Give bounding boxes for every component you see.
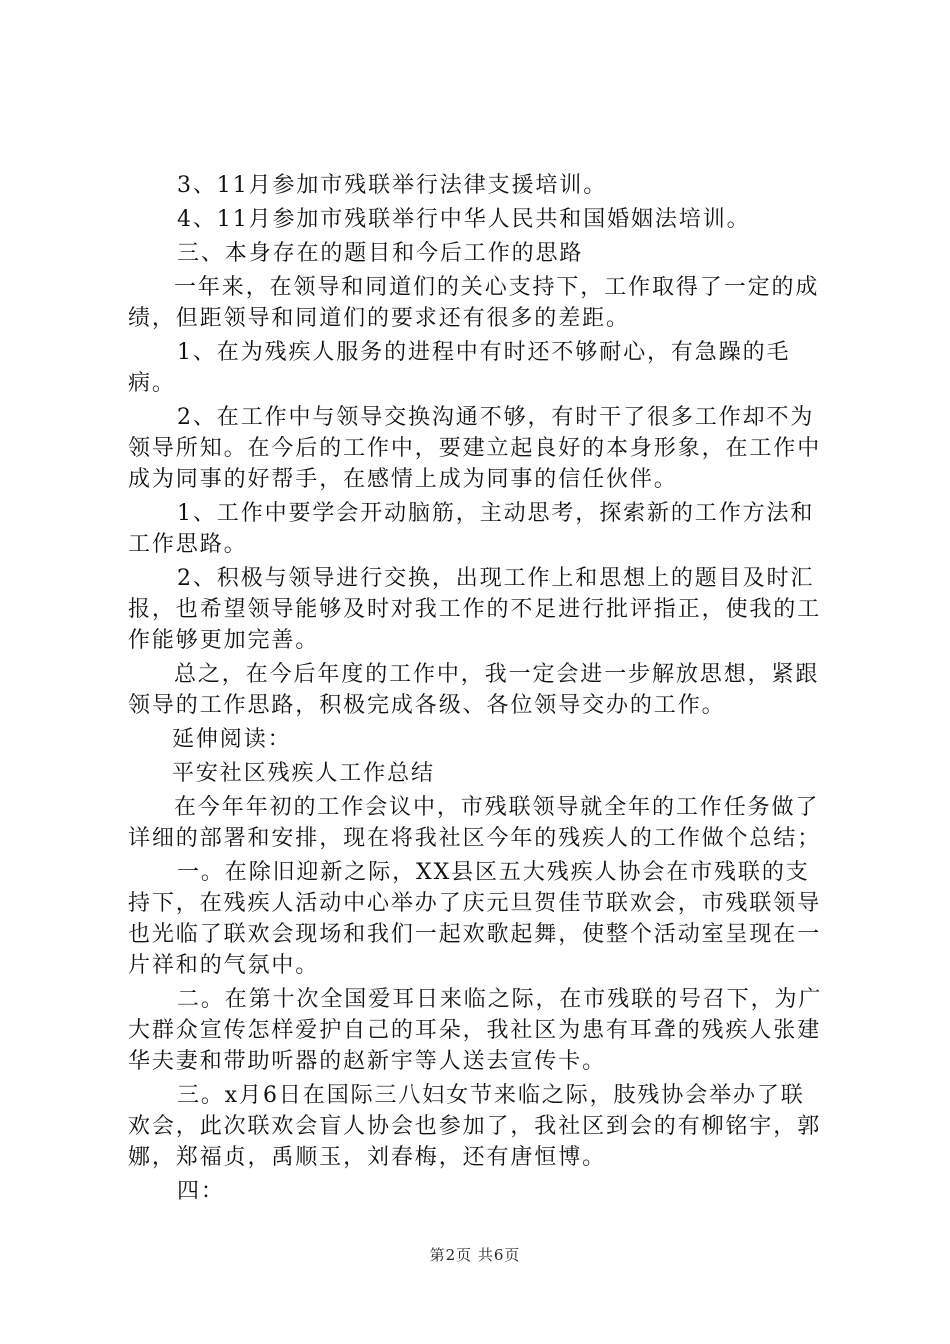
paragraph-event-1: 一。在除旧迎新之际，XX县区五大残疾人协会在市残联的支持下，在残疾人活动中心举办了庆元旦贺佳节联欢会，市残联领导也光临了联欢会现场和我们一起欢歌起舞，使整个活动室呈现在一片祥和的气氛中。 [128, 860, 822, 978]
paragraph-problem-1: 1、在为残疾人服务的进程中有时还不够耐心，有急躁的毛病。 [128, 340, 791, 396]
paragraph-plan-1: 1、工作中要学会开动脑筋，主动思考，探索新的工作方法和工作思路。 [128, 501, 815, 557]
paragraph-plan-2: 2、积极与领导进行交换，出现工作上和思想上的题目及时汇报，也希望领导能够及时对我工作的不足进行批评指正，使我的工作能够更加完善。 [128, 566, 822, 653]
paragraph-problem-2: 2、在工作中与领导交换沟通不够，有时干了很多工作却不为领导所知。在今后的工作中，要建立起良好的本身形象，在工作中成为同事的好帮手，在感情上成为同事的信任伙伴。 [128, 405, 822, 492]
page-number-footer: 第2页 共6页 [429, 1246, 521, 1264]
section-heading-problems: 三、本身存在的题目和今后工作的思路 [177, 241, 584, 266]
paragraph-intro: 在今年年初的工作会议中，市残联领导就全年的工作任务做了详细的部署和安排，现在将我社区今年的残疾人的工作做个总结； [128, 795, 822, 851]
paragraph-event-2: 二。在第十次全国爱耳日来临之际，在市残联的号召下，为广大群众宣传怎样爱护自己的耳朵，我社区为患有耳聋的残疾人张建华夫妻和带助听器的赵新宇等人送去宣传卡。 [128, 987, 823, 1074]
paragraph-item-3: 3、11月参加市残联举行法律支援培训。 [177, 173, 608, 198]
paragraph-event-4: 四： [177, 1179, 225, 1204]
paragraph-item-4: 4、11月参加市残联举行中华人民共和国婚姻法培训。 [177, 207, 751, 232]
extended-reading-label: 延伸阅读： [172, 727, 292, 752]
article-title: 平安社区残疾人工作总结 [172, 761, 435, 786]
document-body [128, 170, 828, 1210]
paragraph-event-3: 三。x月6日在国际三八妇女节来临之际，肢残协会举办了联欢会，此次联欢会盲人协会也参加了，我社区到会的有柳铭宇，郭娜，郑福贞，禹顺玉，刘春梅，还有唐恒博。 [128, 1083, 822, 1170]
paragraph-summary-year: 一年来，在领导和同道们的关心支持下，工作取得了一定的成绩，但距领导和同道们的要求还有很多的差距。 [128, 275, 820, 331]
paragraph-conclusion: 总之，在今后年度的工作中，我一定会进一步解放思想，紧跟领导的工作思路，积极完成各级、各位领导交办的工作。 [128, 662, 820, 718]
